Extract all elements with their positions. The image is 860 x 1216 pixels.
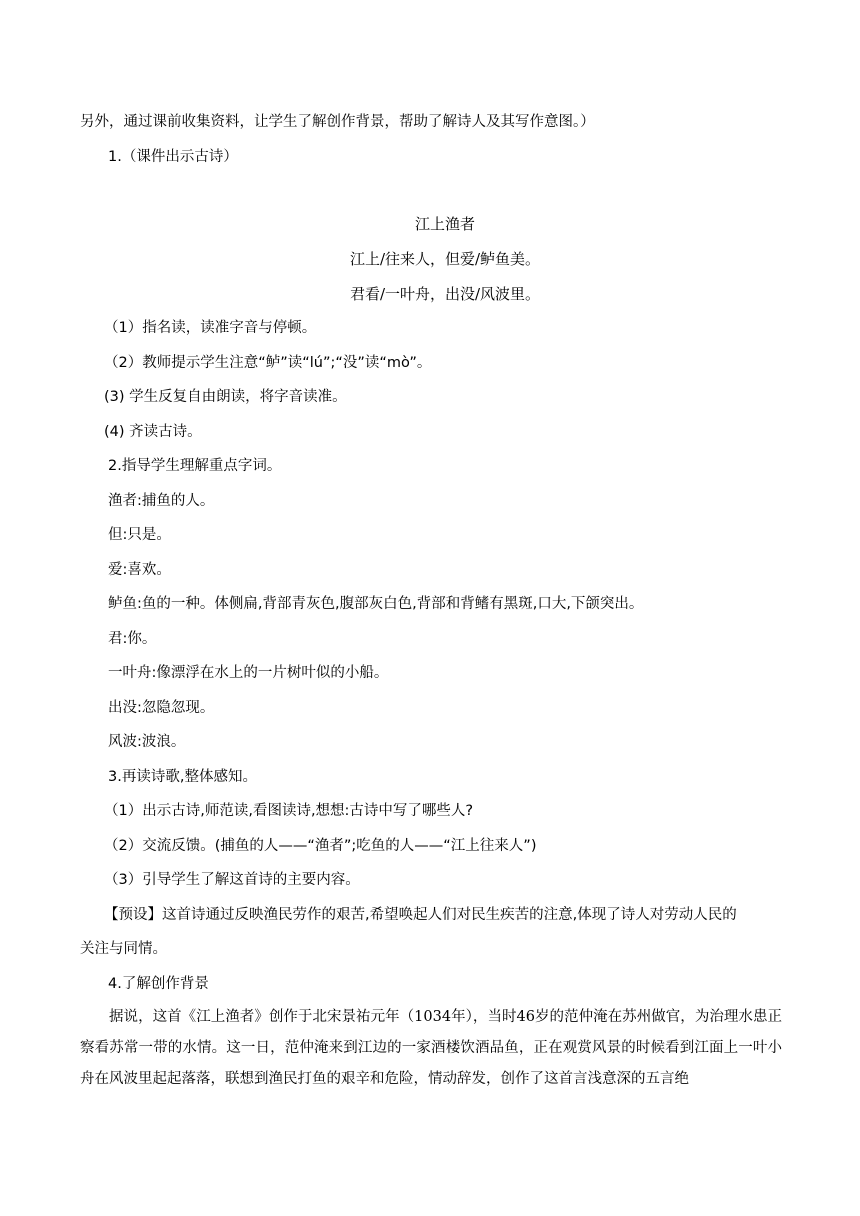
definition-item: 君:你。 [108,631,157,647]
definition-item: 但:只是。 [108,527,171,543]
poem-line-2: 君看/一叶舟，出没/风波里。 [349,285,541,303]
definition-item: 出没:忽隐忽现。 [108,700,215,716]
definition-item: 风波:波浪。 [108,734,186,750]
list-item: （2）交流反馈。(捕鱼的人——“渔者”;吃鱼的人——“江上往来人”) [104,838,537,854]
list-item: (4) 齐读古诗。 [104,424,202,440]
list-item: （3）引导学生了解这首诗的主要内容。 [104,872,360,888]
definition-item: 爱:喜欢。 [108,562,171,578]
step-3-heading: 3.再读诗歌,整体感知。 [108,769,257,785]
preset-note: 【预设】这首诗通过反映渔民劳作的艰苦,希望唤起人们对民生疾苦的注意,体现了诗人对劳动人民的 [104,907,737,923]
definition-item: 鲈鱼:鱼的一种。体侧扁,背部青灰色,腹部灰白色,背部和背鳍有黑斑,口大,下颌突出。 [108,596,644,612]
background-paragraph: 据说，这首《江上渔者》创作于北宋景祐元年（1034年），当时46岁的范仲淹在苏州做官，为治理水患正察看苏常一带的水情。这一日，范仲淹来到江边的一家酒楼饮酒品鱼，正在观赏风景的时候看到江面上一叶小舟在风波里起起落落，联想到渔民打鱼的艰辛和危险，情动辞发，创作了这首言浅意深的五言绝 [80,1009,782,1087]
poem-title: 江上渔者 [414,215,475,233]
step-4-heading: 4.了解创作背景 [108,976,209,992]
list-item: （1）指名读，读准字音与停顿。 [104,320,317,336]
definition-item: 一叶舟:像漂浮在水上的一片树叶似的小船。 [108,665,389,681]
preset-note-continued: 关注与同情。 [80,941,167,957]
list-item: (3) 学生反复自由朗读，将字音读准。 [104,389,347,405]
step-2-heading: 2.指导学生理解重点字词。 [108,458,282,474]
poem-line-1: 江上/往来人，但爱/鲈鱼美。 [349,250,541,268]
intro-line: 另外，通过课前收集资料，让学生了解创作背景，帮助了解诗人及其写作意图。） [80,114,595,130]
list-item: （2）教师提示学生注意“鲈”读“lú”;“没”读“mò”。 [104,355,432,371]
step-1-heading: 1.（课件出示古诗） [108,149,238,165]
definition-item: 渔者:捕鱼的人。 [108,493,215,509]
list-item: （1）出示古诗,师范读,看图读诗,想想:古诗中写了哪些人? [104,803,474,819]
